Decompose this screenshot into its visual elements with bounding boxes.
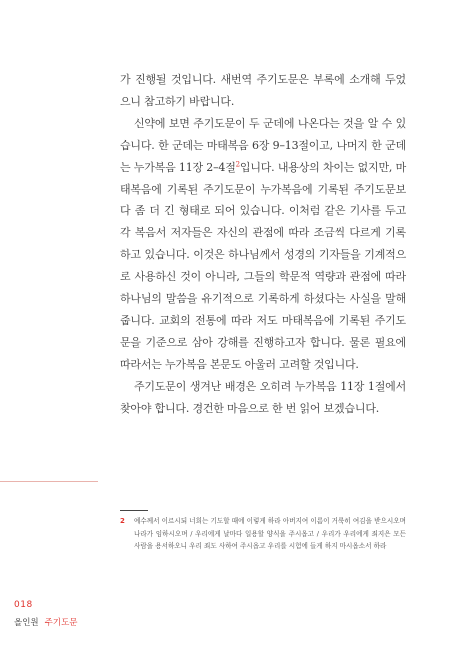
footnote <box>120 515 406 553</box>
page-number: 018 <box>14 600 33 610</box>
footnote-number: 2 <box>120 517 125 525</box>
running-footer <box>14 616 78 628</box>
footnote-text: 예수께서 이르시되 너희는 기도할 때에 이렇게 하라 아버지여 이름이 거룩히 여김을 받으시오며 나라가 임하시오며 / 우리에게 날마다 일용할 양식을 주시옵고 / 우리가 우리에게 죄지은 모든 사람을 용서하오니 우리 죄도 사하여 주시옵고 우리를 시험에 들게 하지 마시옵소서 하라 <box>134 517 406 550</box>
paragraph-2-part-1: 신약에 보면 주기도문이 두 군데에 나온다는 것을 알 수 있습니다. 한 군데는 마태복음 6장 9–13절이고, 나머지 한 군데는 누가복음 11장 2–4절 <box>120 116 406 174</box>
paragraph-2 <box>120 113 406 376</box>
series-title: 주기도문 <box>44 618 78 628</box>
footnote-reference[interactable]: 2 <box>235 159 240 168</box>
footnote-divider <box>120 510 148 511</box>
paragraph-2-part-2: 입니다. 내용상의 차이는 없지만, 마태복음에 기록된 주기도문이 누가복음에 기록된 주기도문보다 좀 더 긴 형태로 되어 있습니다. 이처럼 같은 기사를 두고 각 복음서 저자들은 자신의 관점에 따라 조금씩 다르게 기록하고 있습니다. 이것은 하나님께서 성경의 기자들을 기계적으로 사용하신 것이 아니라, 그들의 학문적 역량과 관점에 따라 하나님의 말씀을 유기적으로 기록하게 하셨다는 사실을 말해 줍니다. 교회의 전통에 따라 저도 마태복음에 기록된 주기도문을 기준으로 삼아 강해를 진행하고자 합니다. 물론 필요에 따라서는 누가복음 본문도 아울러 고려할 것입니다. <box>120 160 406 371</box>
paragraph-3: 주기도문이 생겨난 배경은 오히려 누가복음 11장 1절에서 찾아야 합니다. 경건한 마음으로 한 번 읽어 보겠습니다. <box>120 379 406 415</box>
author-label: 올인원 <box>14 618 39 628</box>
body-text <box>120 69 406 420</box>
margin-divider <box>0 481 98 482</box>
paragraph-1: 가 진행될 것입니다. 새번역 주기도문은 부록에 소개해 두었으니 참고하기 바랍니다. <box>120 73 406 108</box>
